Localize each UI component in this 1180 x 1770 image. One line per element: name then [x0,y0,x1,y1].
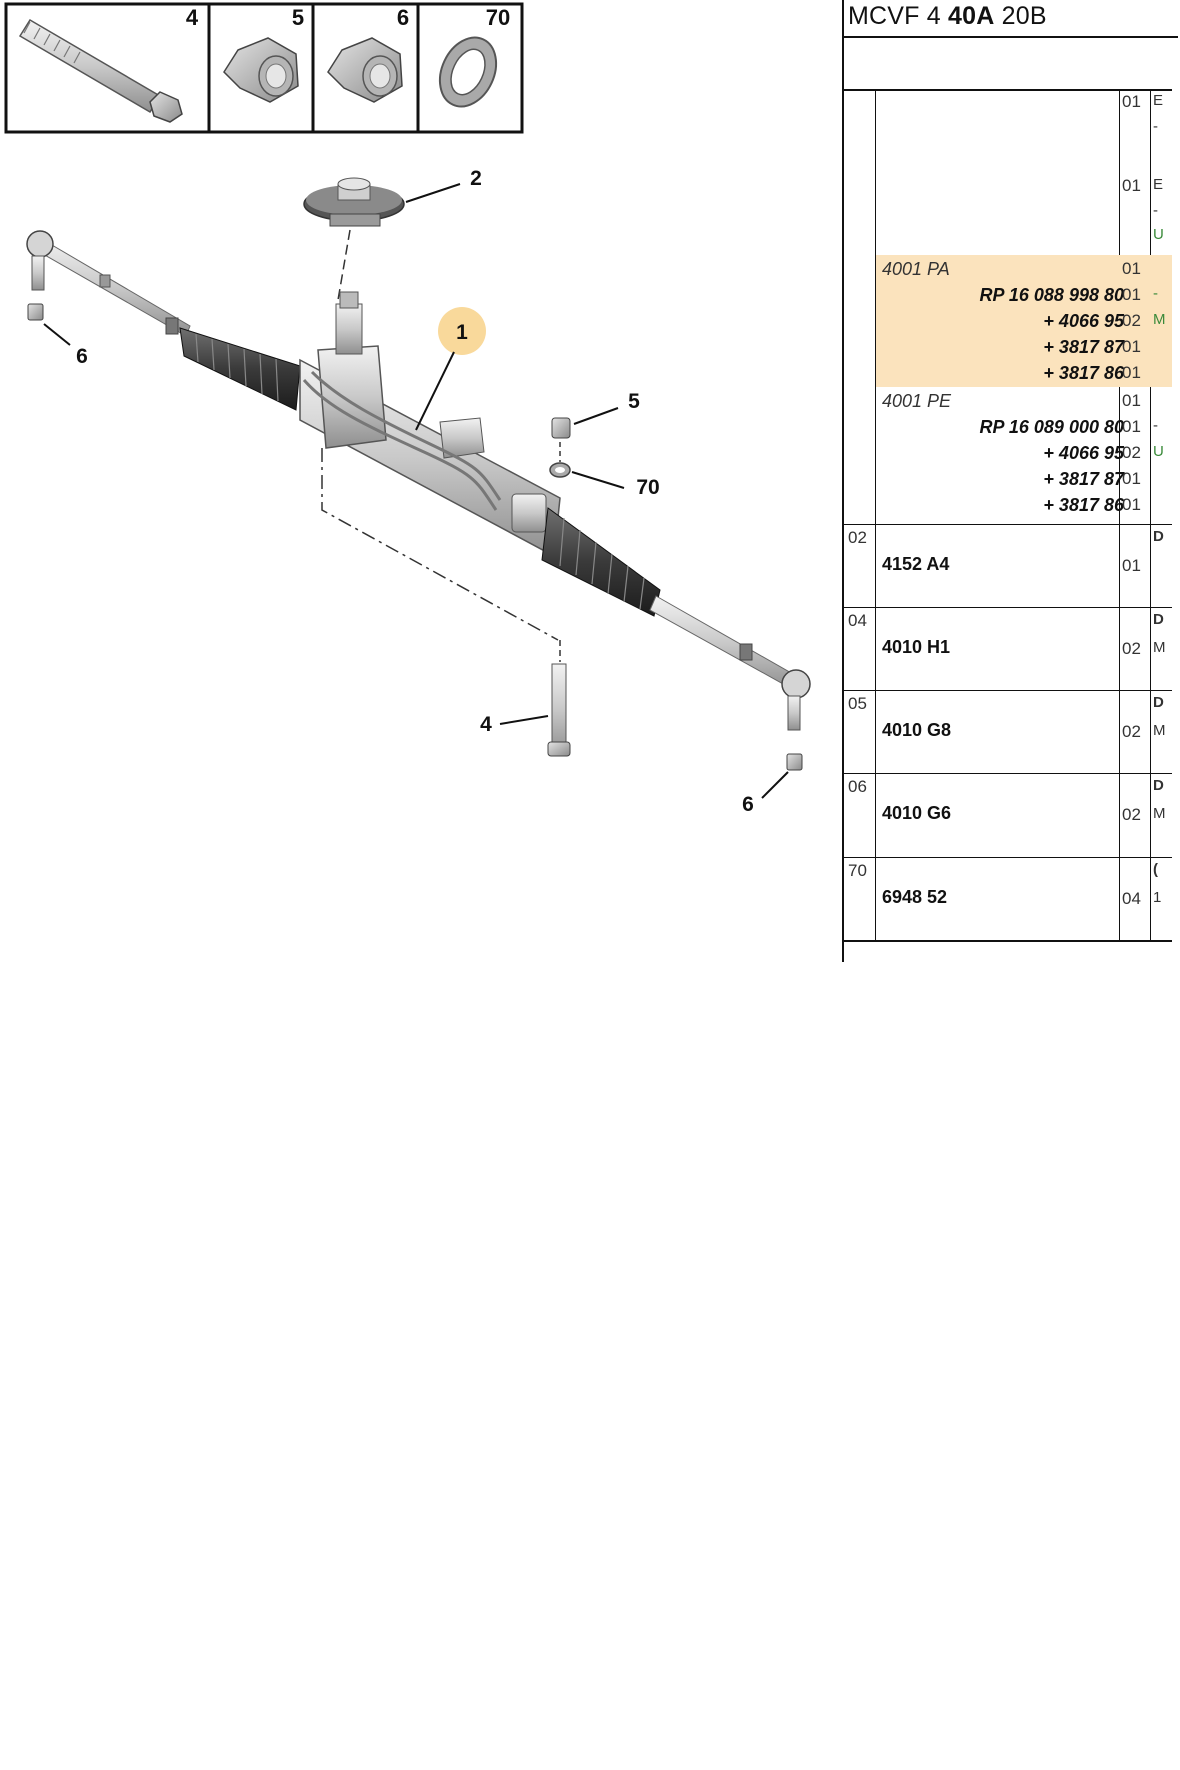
thumbnail-strip [6,4,522,132]
tie-rod-nut [28,304,43,320]
parts-table: MCVF 4 40A 20B 01 E - 01 E - U 4001 PA 01 RP 16 088 998 80 01 - + 4066 95 02 M + 3817 87 01 + 3817 86 01 4001 PE 01 RP 16 089 000 80 01 - + 4066 95 02 U + 3817 87 01 + 3817 86 01 02 4152 A4 01 D 04 4010 H1 02 D M 05 4010 G8 02 D M 06 4010 G6 02 D M 70 6948 52 04 ( 1 [842,0,1180,962]
tie-rod-nut [787,754,802,770]
svg-text:1: 1 [456,321,468,344]
svg-text:6: 6 [742,793,754,816]
svg-text:2: 2 [470,167,482,190]
steering-rack-diagram [0,0,840,962]
mount-washer [550,463,570,477]
guide-line [338,230,350,300]
thumbnail-number: 5 [291,5,305,30]
mounting-plate [304,178,404,226]
svg-text:5: 5 [628,390,640,413]
mount-bolt [548,664,570,756]
callout-4[interactable] [480,713,548,736]
callout-6-left[interactable] [44,324,88,368]
right-boot [542,508,660,616]
callout-5[interactable] [574,390,640,424]
mount-nut [552,418,570,438]
callout-70[interactable] [572,472,660,499]
thumbnail-number: 70 [485,5,511,30]
table-header: MCVF 4 40A 20B [842,0,1178,38]
callout-6-right[interactable] [742,772,788,816]
svg-text:70: 70 [636,476,660,499]
left-tie-rod [27,231,190,336]
thumbnail-number: 4 [185,5,199,30]
svg-text:4: 4 [480,713,492,736]
thumbnail-number: 6 [396,5,410,30]
callout-1[interactable] [416,307,486,430]
left-boot [180,328,300,410]
svg-text:6: 6 [76,345,88,368]
right-tie-rod [650,596,810,730]
callout-2[interactable] [406,167,482,202]
rack-housing [300,292,560,556]
